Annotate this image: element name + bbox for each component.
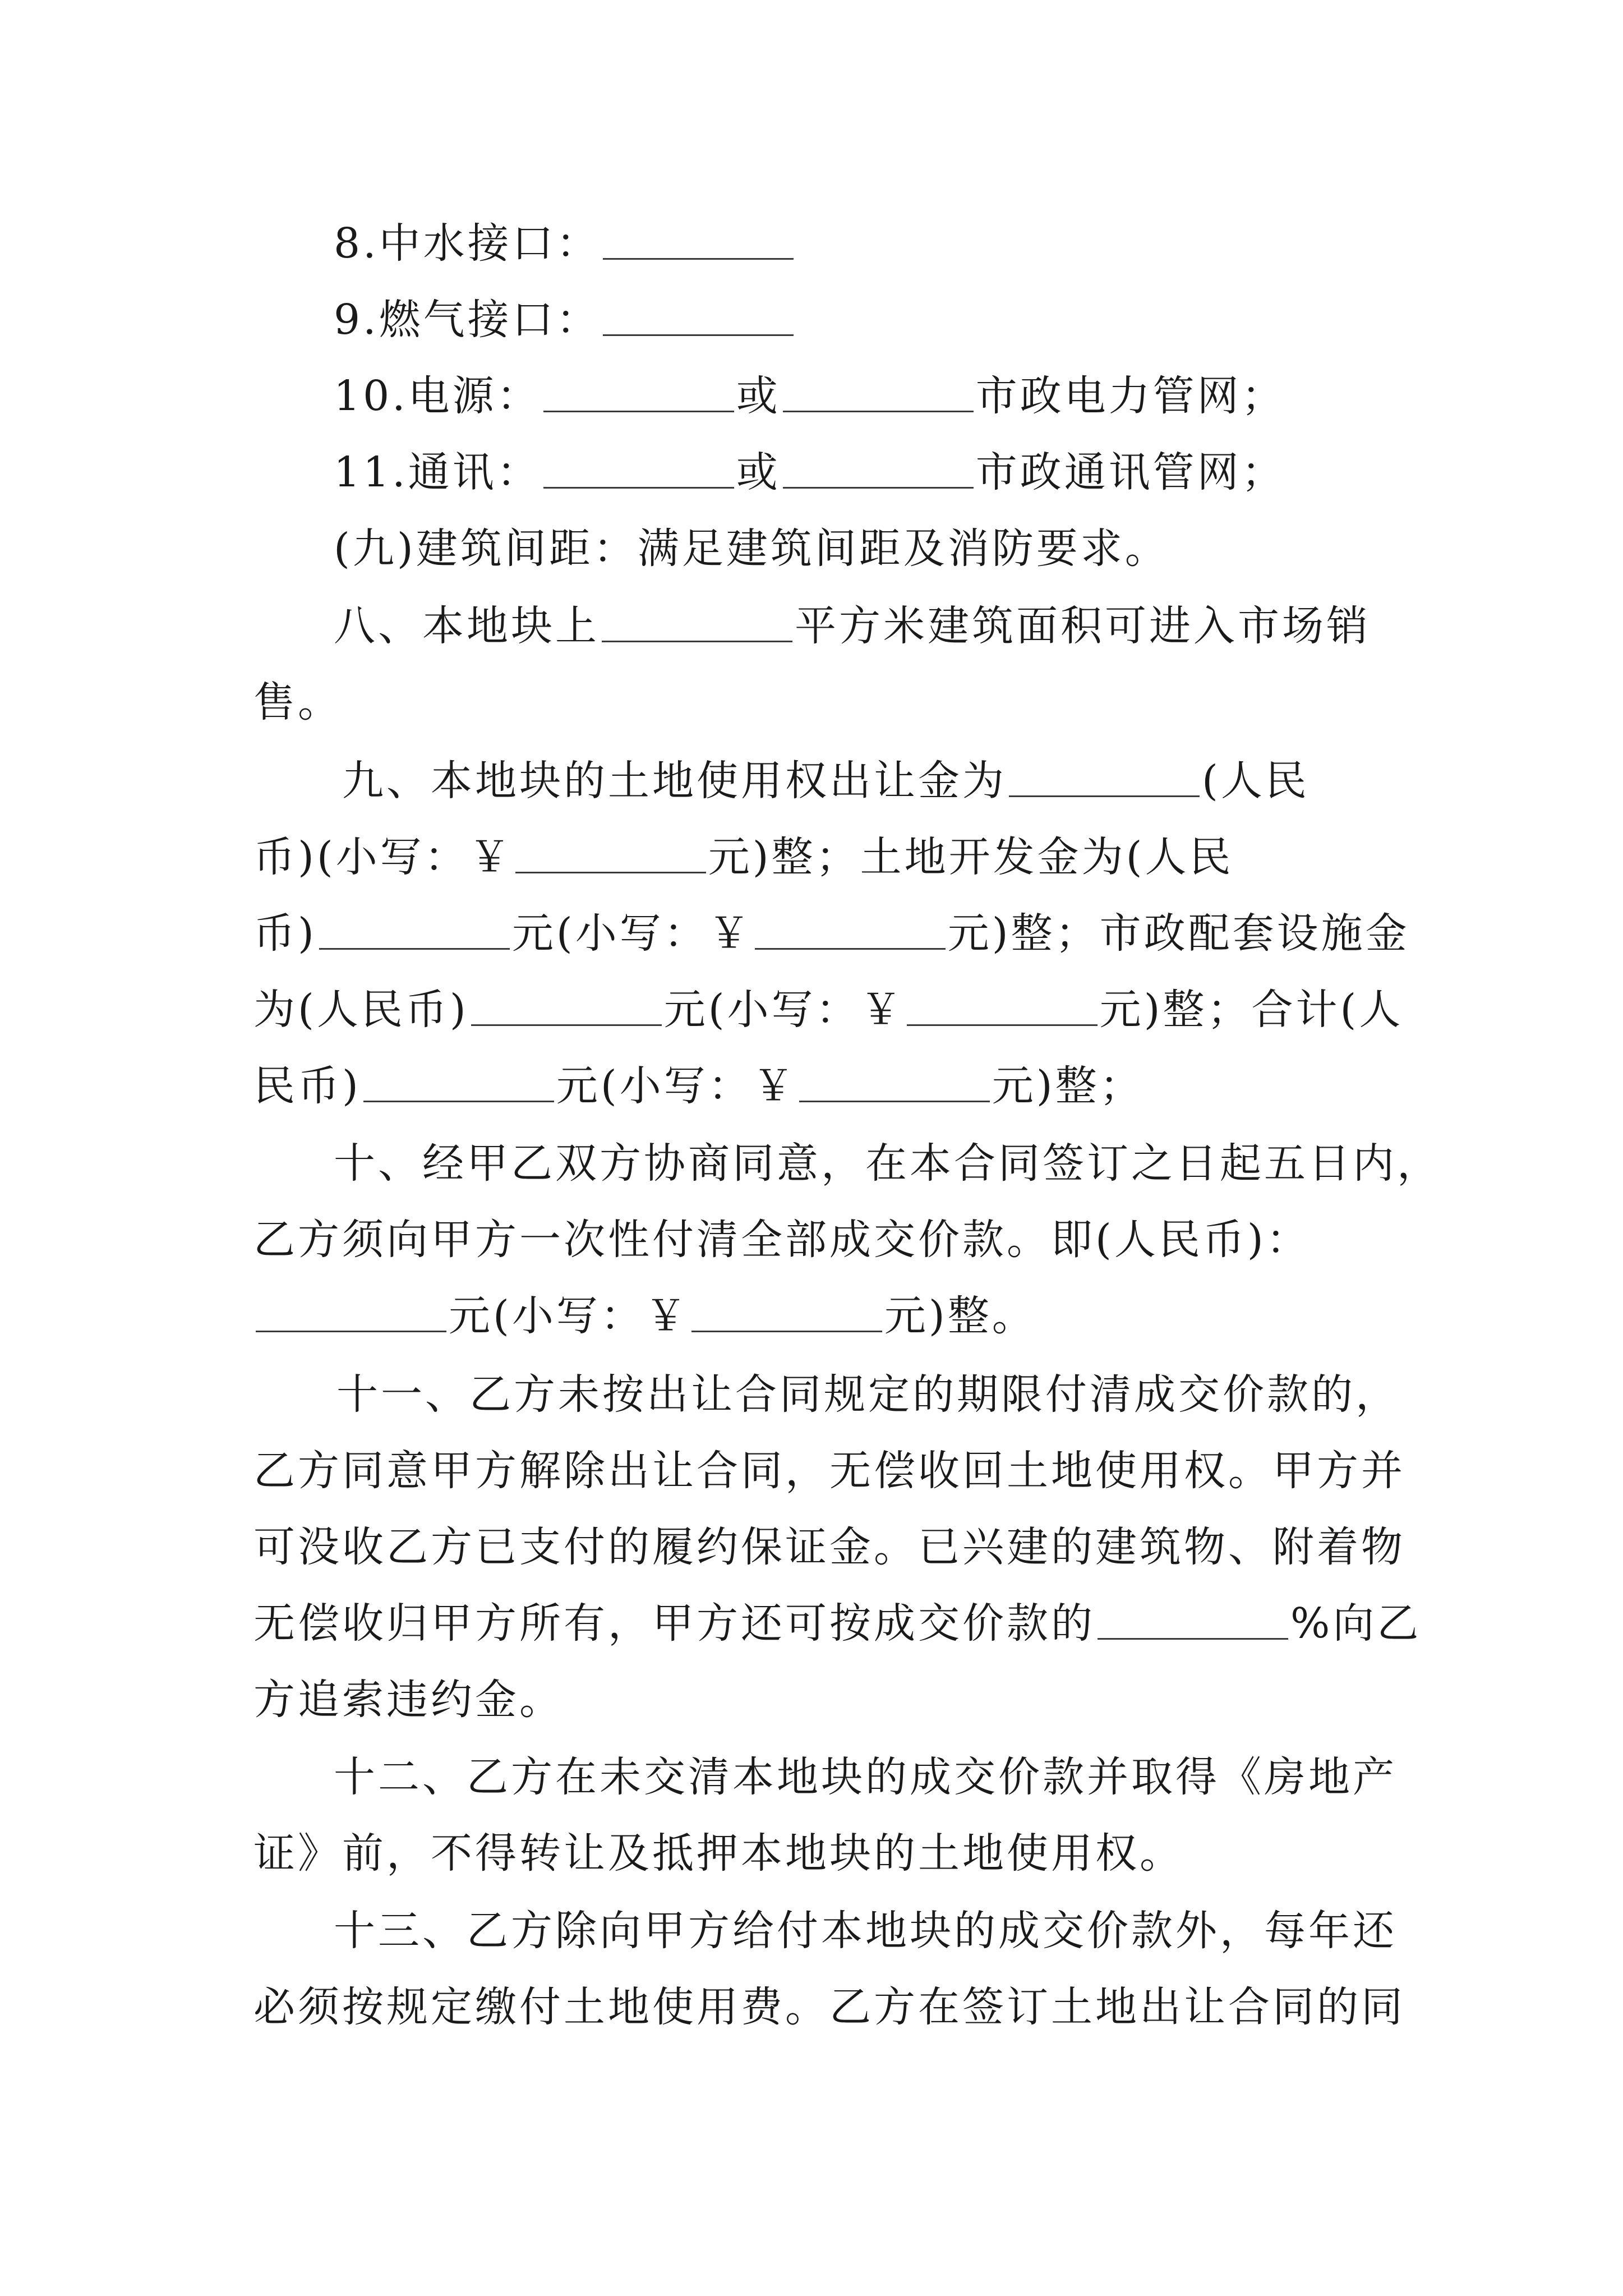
clause-line xyxy=(253,1595,1422,1651)
line-text: 方追索违约金。 xyxy=(253,1676,564,1724)
fill-blank xyxy=(783,410,974,412)
line-text: 9.燃气接口： xyxy=(334,296,601,344)
line-text: 元)整；合计(人 xyxy=(1099,986,1404,1034)
line-text: (九)建筑间距：满足建筑间距及消防要求。 xyxy=(334,524,1169,573)
fill-blank xyxy=(543,486,734,489)
clause-line xyxy=(253,674,1398,730)
clause-line xyxy=(334,598,1478,654)
clause-line xyxy=(253,905,1410,961)
fill-blank xyxy=(799,1100,990,1102)
line-text: 平方米建筑面积可进入市场销 xyxy=(795,602,1371,650)
fill-blank xyxy=(1009,795,1200,797)
clause-line xyxy=(253,1825,1398,1881)
line-text: 元)整；土地开发金为(人民 xyxy=(708,833,1234,881)
line-text: %向乙 xyxy=(1290,1599,1422,1648)
fill-blank xyxy=(691,1330,882,1332)
clause-line xyxy=(253,1212,1398,1268)
fill-blank xyxy=(602,640,792,642)
clause-line xyxy=(253,982,1404,1038)
line-text: 十二、乙方在未交清本地块的成交价款并取得《房地产 xyxy=(334,1753,1397,1801)
line-text: 乙方须向甲方一次性付清全部成交价款。即(人民币)： xyxy=(253,1216,1311,1264)
line-text: 无偿收归甲方所有，甲方还可按成交价款的 xyxy=(253,1599,1095,1648)
fill-blank xyxy=(603,257,794,260)
line-text: 10.电源： xyxy=(334,372,541,420)
line-text: 售。 xyxy=(253,678,342,726)
line-text: 8.中水接口： xyxy=(334,219,601,268)
clause-line xyxy=(334,215,1478,272)
line-text: 必须按规定缴付土地使用费。乙方在签订土地出让合同的同 xyxy=(253,1983,1405,2031)
line-text: 元(小写：￥ xyxy=(556,1062,797,1110)
clause-line xyxy=(334,292,1478,348)
clause-line xyxy=(253,1519,1405,1575)
line-text: 元)整； xyxy=(992,1062,1144,1110)
clause-line xyxy=(342,753,1486,809)
clause-line xyxy=(334,1903,1399,1959)
clause-line xyxy=(253,1979,1405,2035)
clause-line xyxy=(253,829,1398,885)
fill-blank xyxy=(603,334,794,336)
line-text: 或 xyxy=(736,448,781,496)
fill-blank xyxy=(755,947,946,950)
line-text: 元(小写：￥ xyxy=(663,986,905,1034)
clause-line xyxy=(336,1366,1402,1423)
clause-line xyxy=(334,368,1478,424)
fill-blank xyxy=(515,871,706,873)
line-text: 元(小写：￥ xyxy=(511,909,753,958)
fill-blank xyxy=(543,410,734,412)
line-text: 九、本地块的土地使用权出让金为 xyxy=(342,757,1007,805)
line-text: 证》前，不得转让及抵押本地块的土地使用权。 xyxy=(253,1829,1184,1878)
line-text: 市政通讯管网； xyxy=(975,448,1286,496)
fill-blank xyxy=(319,947,510,950)
line-text: (人民 xyxy=(1202,757,1310,805)
clause-line xyxy=(253,1672,1398,1728)
line-text: 十、经甲乙双方协商同意，在本合同签订之日起五日内， xyxy=(334,1139,1441,1188)
line-text: 八、本地块上 xyxy=(334,602,600,650)
fill-blank xyxy=(471,1024,662,1026)
line-text: 币) xyxy=(253,909,317,958)
line-text: 民币) xyxy=(253,1062,361,1110)
clause-line xyxy=(253,1058,1398,1114)
fill-blank xyxy=(1098,1637,1288,1640)
clause-line xyxy=(253,1443,1405,1499)
fill-blank xyxy=(783,486,974,489)
fill-blank xyxy=(907,1024,1098,1026)
fill-blank xyxy=(256,1330,446,1332)
clause-line xyxy=(334,1135,1441,1191)
clause-line xyxy=(334,521,1478,577)
line-text: 可没收乙方已支付的履约保证金。已兴建的建筑物、附着物 xyxy=(253,1523,1405,1571)
line-text: 十一、乙方未按出让合同规定的期限付清成交价款的， xyxy=(336,1370,1400,1419)
clause-line xyxy=(334,444,1478,500)
fill-blank xyxy=(363,1100,554,1102)
line-text: 或 xyxy=(736,372,781,420)
line-text: 元(小写：￥ xyxy=(449,1292,689,1340)
line-text: 十三、乙方除向甲方给付本地块的成交价款外，每年还 xyxy=(334,1907,1397,1955)
line-text: 11.通讯： xyxy=(334,448,541,496)
line-text: 币)(小写：￥ xyxy=(253,833,513,881)
line-text: 元)整；市政配套设施金 xyxy=(947,909,1410,958)
line-text: 乙方同意甲方解除出让合同，无偿收回土地使用权。甲方并 xyxy=(253,1447,1405,1495)
clause-line xyxy=(334,1749,1399,1805)
line-text: 为(人民币) xyxy=(253,986,469,1034)
line-text: 元)整。 xyxy=(884,1292,1036,1340)
line-text: 市政电力管网； xyxy=(975,372,1286,420)
clause-line xyxy=(253,1288,1398,1344)
